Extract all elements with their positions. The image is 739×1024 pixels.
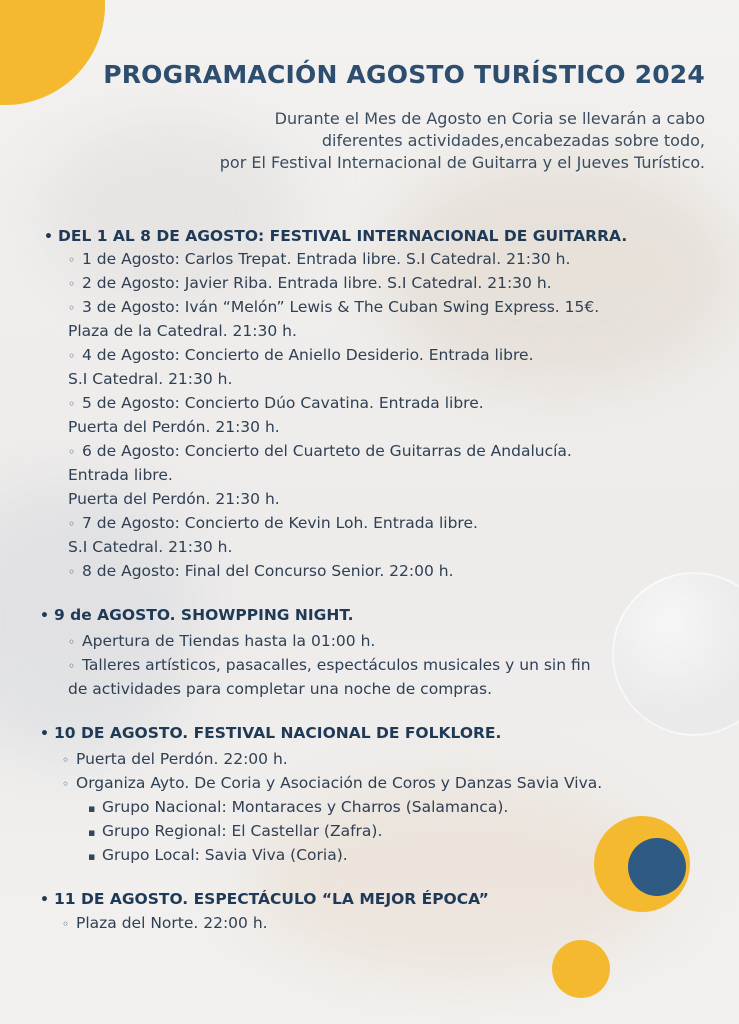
list-item: ◦ 7 de Agosto: Concierto de Kevin Loh. Entrada libre. bbox=[68, 514, 478, 532]
circle-bullet-icon: ◦ bbox=[68, 517, 76, 531]
list-item-continuation: S.I Catedral. 21:30 h. bbox=[68, 370, 233, 388]
page-title: PROGRAMACIÓN AGOSTO TURÍSTICO 2024 bbox=[103, 60, 705, 89]
list-item-continuation: Puerta del Perdón. 21:30 h. bbox=[68, 490, 280, 508]
section-heading: • 11 DE AGOSTO. ESPECTÁCULO “LA MEJOR ÉPOCA” bbox=[40, 890, 489, 908]
intro-line: Durante el Mes de Agosto en Coria se llevarán a cabo bbox=[274, 109, 705, 128]
sub-list-item: ▪ Grupo Local: Savia Viva (Coria). bbox=[88, 846, 348, 864]
circle-bullet-icon: ◦ bbox=[68, 301, 76, 315]
list-item: ◦ 6 de Agosto: Concierto del Cuarteto de Guitarras de Andalucía. bbox=[68, 442, 572, 460]
blue-circle-decoration bbox=[628, 838, 686, 896]
circle-bullet-icon: ◦ bbox=[68, 349, 76, 363]
list-item-continuation: Plaza de la Catedral. 21:30 h. bbox=[68, 322, 297, 340]
intro-line: diferentes actividades,encabezadas sobre todo, bbox=[321, 131, 705, 150]
circle-bullet-icon: ◦ bbox=[68, 277, 76, 291]
bullet-icon: • bbox=[40, 726, 49, 742]
circle-bullet-icon: ◦ bbox=[68, 253, 76, 267]
circle-bullet-icon: ◦ bbox=[68, 565, 76, 579]
circle-bullet-icon: ◦ bbox=[68, 445, 76, 459]
soap-bubble-decoration bbox=[612, 572, 739, 736]
list-item: ◦ Talleres artísticos, pasacalles, espectáculos musicales y un sin fin bbox=[68, 656, 591, 674]
bullet-icon: • bbox=[40, 892, 49, 908]
circle-bullet-icon: ◦ bbox=[68, 635, 76, 649]
circle-bullet-icon: ◦ bbox=[62, 753, 70, 767]
section-heading: • 9 de AGOSTO. SHOWPPING NIGHT. bbox=[40, 606, 354, 624]
list-item: ◦ 8 de Agosto: Final del Concurso Senior. 22:00 h. bbox=[68, 562, 454, 580]
list-item: ◦ 3 de Agosto: Iván “Melón” Lewis & The Cuban Swing Express. 15€. bbox=[68, 298, 600, 316]
intro-text bbox=[85, 108, 705, 174]
circle-bullet-icon: ◦ bbox=[68, 397, 76, 411]
list-item: ◦ 2 de Agosto: Javier Riba. Entrada libre. S.I Catedral. 21:30 h. bbox=[68, 274, 552, 292]
list-item: ◦ Apertura de Tiendas hasta la 01:00 h. bbox=[68, 632, 376, 650]
circle-bullet-icon: ◦ bbox=[62, 777, 70, 791]
list-item-continuation: Puerta del Perdón. 21:30 h. bbox=[68, 418, 280, 436]
square-bullet-icon: ▪ bbox=[88, 802, 96, 815]
list-item-continuation: S.I Catedral. 21:30 h. bbox=[68, 538, 233, 556]
bullet-icon: • bbox=[44, 229, 53, 245]
section-heading: • DEL 1 AL 8 DE AGOSTO: FESTIVAL INTERNACIONAL DE GUITARRA. bbox=[44, 227, 628, 245]
sub-list-item: ▪ Grupo Nacional: Montaraces y Charros (Salamanca). bbox=[88, 798, 509, 816]
sub-list-item: ▪ Grupo Regional: El Castellar (Zafra). bbox=[88, 822, 383, 840]
list-item: ◦ Puerta del Perdón. 22:00 h. bbox=[62, 750, 288, 768]
circle-bullet-icon: ◦ bbox=[68, 659, 76, 673]
yellow-circle-decoration bbox=[0, 0, 105, 105]
list-item: ◦ Plaza del Norte. 22:00 h. bbox=[62, 914, 268, 932]
intro-line: por El Festival Internacional de Guitarra y el Jueves Turístico. bbox=[219, 153, 705, 172]
list-item: ◦ 4 de Agosto: Concierto de Aniello Desiderio. Entrada libre. bbox=[68, 346, 534, 364]
circle-bullet-icon: ◦ bbox=[62, 917, 70, 931]
list-item: ◦ Organiza Ayto. De Coria y Asociación de Coros y Danzas Savia Viva. bbox=[62, 774, 603, 792]
square-bullet-icon: ▪ bbox=[88, 850, 96, 863]
yellow-circle-decoration bbox=[552, 940, 610, 998]
list-item: ◦ 5 de Agosto: Concierto Dúo Cavatina. Entrada libre. bbox=[68, 394, 484, 412]
section-heading: • 10 DE AGOSTO. FESTIVAL NACIONAL DE FOLKLORE. bbox=[40, 724, 502, 742]
bullet-icon: • bbox=[40, 608, 49, 624]
square-bullet-icon: ▪ bbox=[88, 826, 96, 839]
list-item: ◦ 1 de Agosto: Carlos Trepat. Entrada libre. S.I Catedral. 21:30 h. bbox=[68, 250, 571, 268]
list-item-continuation: de actividades para completar una noche de compras. bbox=[68, 680, 493, 698]
list-item-continuation: Entrada libre. bbox=[68, 466, 173, 484]
